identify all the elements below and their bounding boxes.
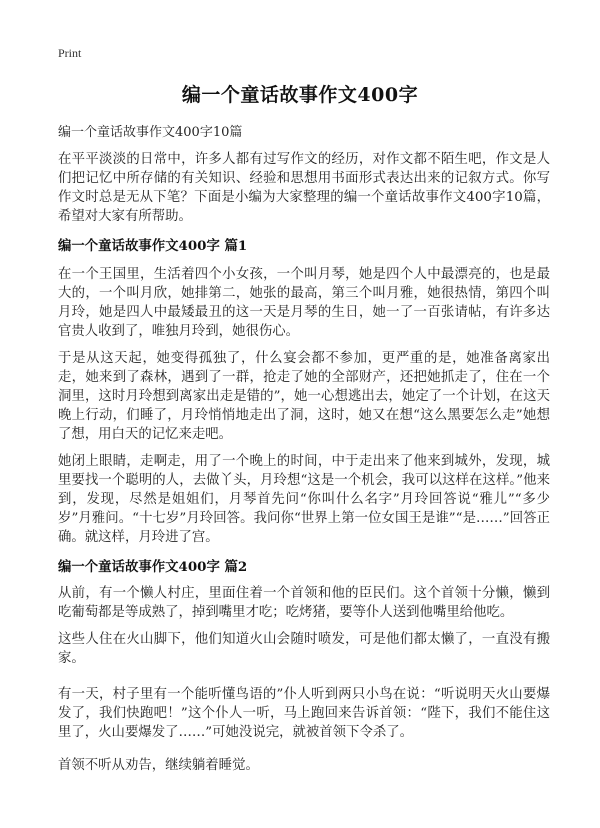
section-heading-1: 编一个童话故事作文400字 篇1 (58, 238, 248, 254)
intro-paragraph: 在平平淡淡的日常中，许多人都有过写作文的经历，对作文都不陌生吧，作文是人们把记忆中所存储的有关知识、经验和思想用书面形式表达出来的记叙方式。你写作文时总是无从下笔？下面是小编为大家整理的编一个童话故事作文400字10篇，希望对大家有所帮助。 (58, 152, 550, 224)
section-2-paragraph-4: 首领不听从劝告，继续躺着睡觉。 (58, 758, 259, 773)
section-2-paragraph-3: 有一天，村子里有一个能听懂鸟语的”仆人听到两只小鸟在说：“听说明天火山要爆发了，我们快跑吧！”这个仆人一听，马上跑回来告诉首领：“陛下，我们不能住这里了，火山要爆发了……”可她没说完，就被首领下令杀了。 (58, 687, 550, 740)
section-1-paragraph-1: 在一个王国里，生活着四个小女孩，一个叫月琴，她是四个人中最漂亮的，也是最大的，一个叫月欣，她排第二，她张的最高，第三个叫月雅，她很热情，第四个叫月玲，她是四人中最矮最丑的这一天是月琴的生日，她一了一百张请帖，有许多达官贵人收到了，唯独月玲到，她很伤心。 (58, 267, 550, 339)
article-subtitle: 编一个童话故事作文400字10篇 (58, 125, 243, 140)
page-title: 编一个童话故事作文400字 (181, 84, 419, 106)
section-2-paragraph-2: 这些人住在火山脚下，他们知道火山会随时喷发，可是他们都太懒了，一直没有搬家。 (58, 632, 550, 666)
section-1-paragraph-3: 她闭上眼睛，走啊走，用了一个晚上的时间，中于走出来了他来到城外，发现，城里要找一个聪明的人，去做丫头，月玲想“这是一个机会，我可以这样在这样。”他来到，发现，尽然是姐姐们，月琴首先问“你叫什么名字”月玲回答说“雅儿”“多少岁”月雅问。“十七岁”月玲回答。我问你“世界上第一位女国王是谁”“是……”回答正确。就这样，月玲进了宫。 (58, 454, 550, 545)
section-2-paragraph-1: 从前，有一个懒人村庄，里面住着一个首领和他的臣民们。这个首领十分懒，懒到吃葡萄都是等成熟了，掉到嘴里才吃；吃烤猪，要等仆人送到他嘴里给他吃。 (58, 586, 550, 620)
section-heading-2: 编一个童话故事作文400字 篇2 (58, 559, 248, 575)
section-1-paragraph-2: 于是从这天起，她变得孤独了，什么宴会都不参加，更严重的是，她准备离家出走，她来到了森林，遇到了一群，抢走了她的全部财产，还把她抓走了，住在一个洞里，这时月玲想到离家出走是错的”，她一心想逃出去，她定了一个计划，在这天晚上行动，们睡了，月玲悄悄地走出了洞，这时，她又在想“这么黑要怎么走”她想了想，用白天的记忆来走吧。 (58, 351, 550, 442)
print-link[interactable]: Print (58, 46, 82, 60)
